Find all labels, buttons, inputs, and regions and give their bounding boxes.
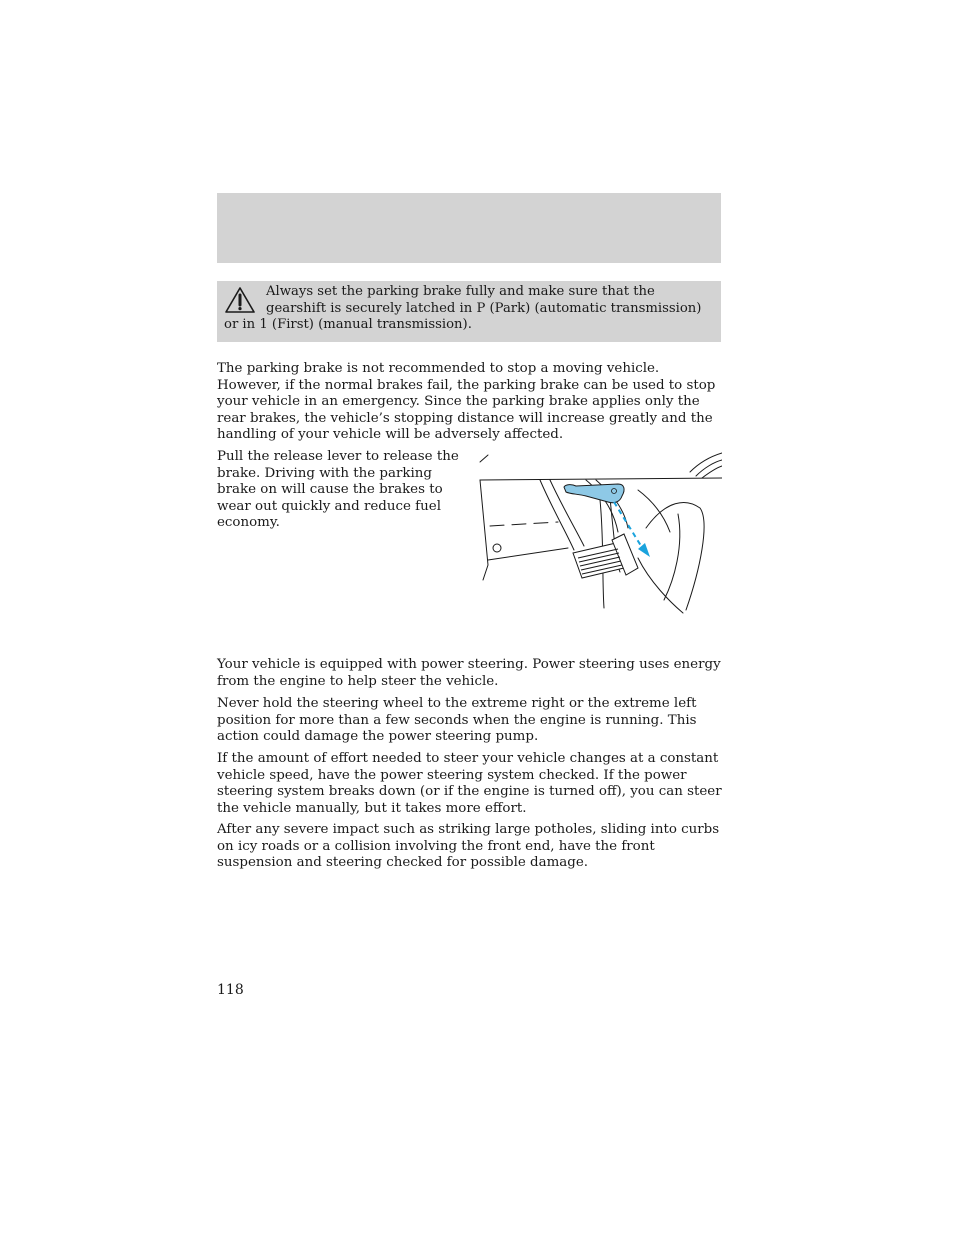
warning-text: Always set the parking brake fully and make sure that the gearshift is securely latched in P (Park) (automatic transmission) or in 1 (First) (manual transmission). <box>224 284 702 332</box>
paragraph-power-steering-intro: Your vehicle is equipped with power steering. Power steering uses energy from the engine to help steer the vehicle. <box>217 657 721 689</box>
section-header-band <box>217 193 721 263</box>
parking-brake-release-lever-illustration <box>478 450 722 615</box>
paragraph-steering-extreme-position: Never hold the steering wheel to the extreme right or the extreme left position for more than a few seconds when the engine is running. This action could damage the power steering pump. <box>217 696 697 744</box>
paragraph-severe-impact: After any severe impact such as striking large potholes, sliding into curbs on icy roads or a collision involving the front end, have the front suspension and steering checked for possible damage. <box>217 822 720 870</box>
paragraph-parking-brake-emergency: The parking brake is not recommended to stop a moving vehicle. However, if the normal brakes fail, the parking brake can be used to stop your vehicle in an emergency. Since the parking brake applies only the rear brakes, the vehicle’s stopping distance will increase greatly and the handling of your vehicle will be adversely affected. <box>217 361 716 442</box>
page-number: 118 <box>217 982 244 998</box>
paragraph-release-lever: Pull the release lever to release the brake. Driving with the parking brake on will cause the brakes to wear out quickly and reduce fuel economy. <box>217 449 459 530</box>
paragraph-steering-effort: If the amount of effort needed to steer your vehicle changes at a constant vehicle speed, have the power steering system checked. If the power steering system breaks down (or if the engine is turned off), you can steer the vehicle manually, but it takes more effort. <box>217 751 722 816</box>
warning-box <box>217 281 721 342</box>
